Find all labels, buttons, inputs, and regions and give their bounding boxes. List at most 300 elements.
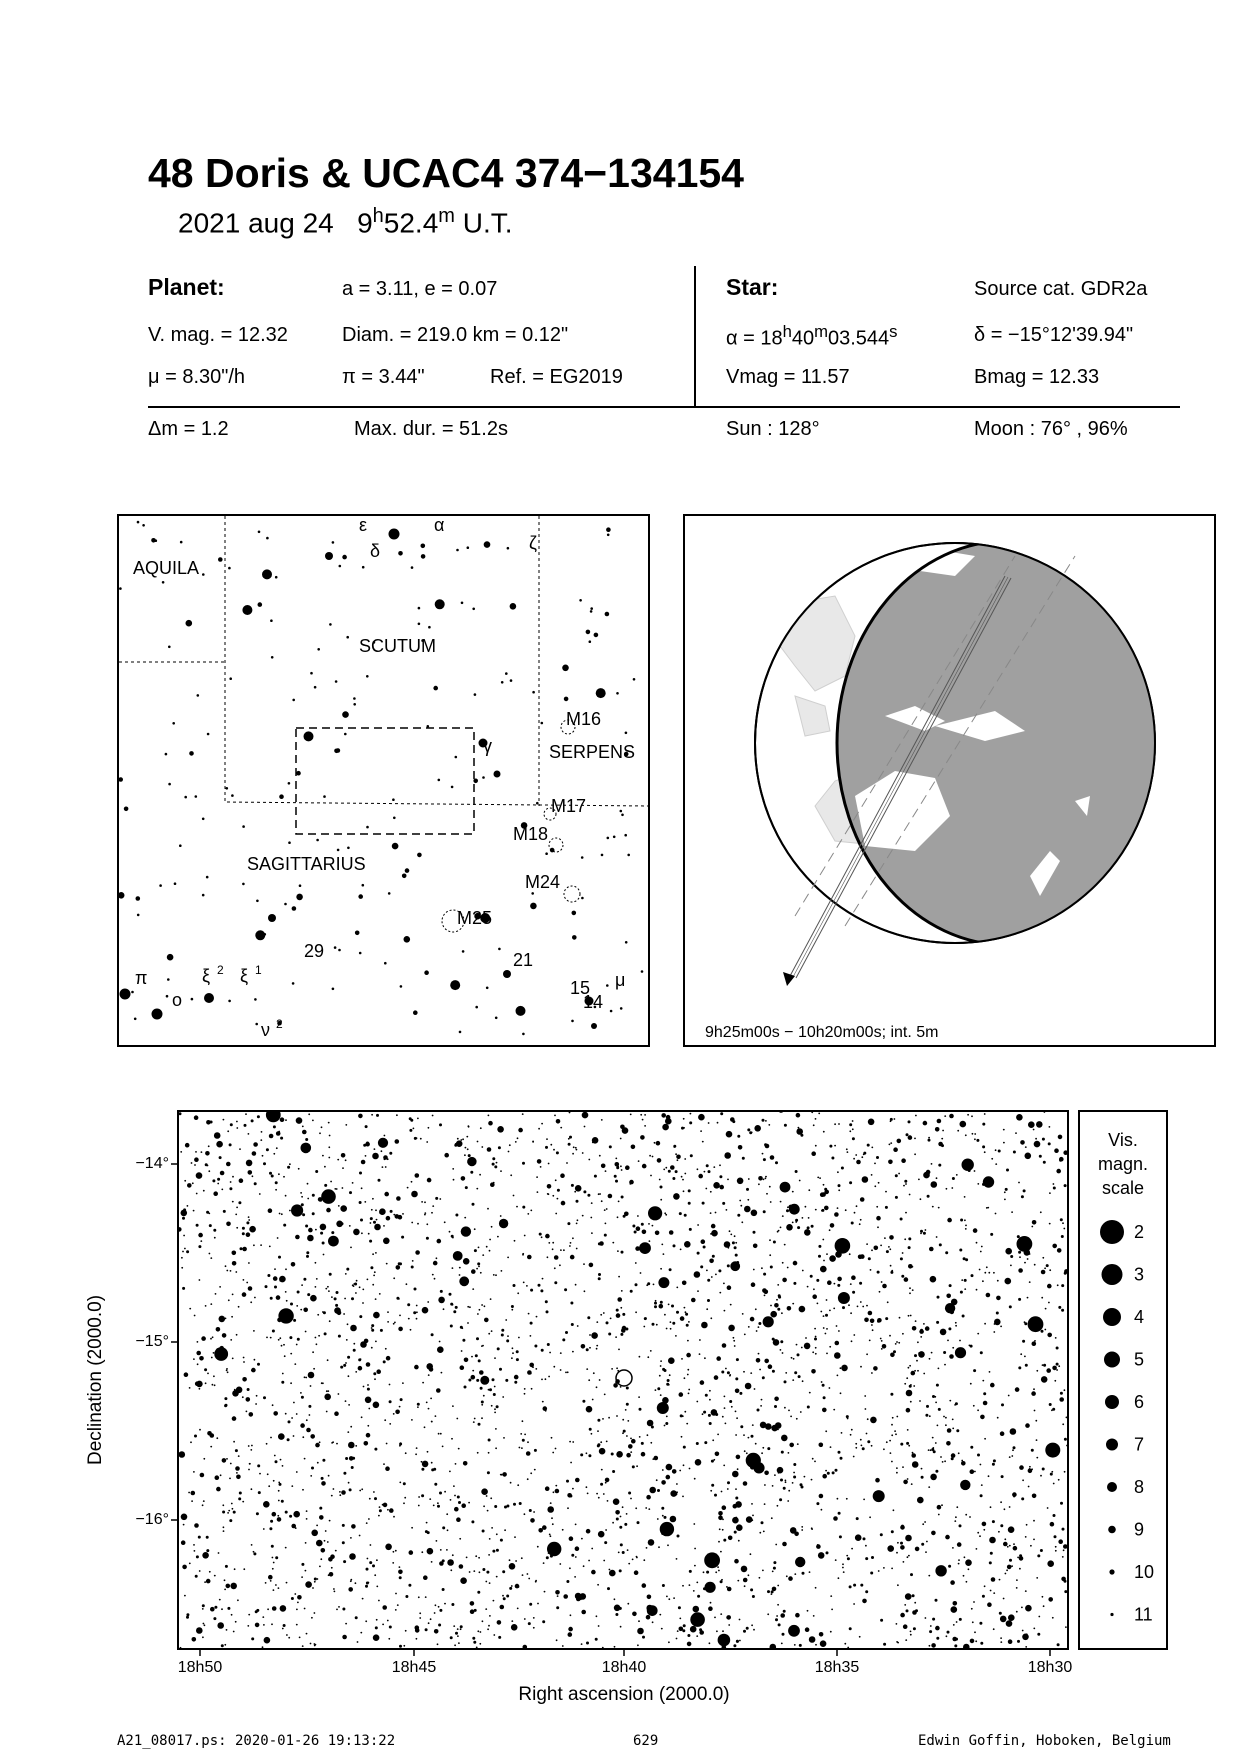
field-star bbox=[860, 1301, 862, 1303]
field-star bbox=[763, 1531, 765, 1533]
field-star bbox=[1057, 1284, 1059, 1286]
field-star bbox=[777, 1284, 779, 1286]
field-star bbox=[650, 1442, 652, 1444]
field-star bbox=[194, 1157, 199, 1162]
field-star bbox=[676, 1483, 678, 1485]
field-star bbox=[1031, 1449, 1034, 1452]
finder-star bbox=[384, 962, 387, 965]
field-star bbox=[668, 1304, 670, 1306]
field-star bbox=[628, 1563, 630, 1565]
field-star bbox=[679, 1470, 681, 1472]
finder-star bbox=[166, 995, 169, 998]
field-star bbox=[530, 1289, 533, 1292]
field-star bbox=[932, 1447, 934, 1449]
field-star bbox=[206, 1579, 211, 1584]
field-star bbox=[384, 1135, 386, 1137]
field-star bbox=[267, 1473, 269, 1475]
field-star bbox=[750, 1372, 752, 1374]
field-star bbox=[866, 1433, 868, 1435]
field-star bbox=[859, 1282, 862, 1285]
field-star bbox=[936, 1236, 938, 1238]
field-star bbox=[972, 1621, 974, 1623]
field-star bbox=[843, 1571, 845, 1573]
finder-star bbox=[624, 834, 627, 837]
field-star bbox=[754, 1125, 761, 1132]
field-star bbox=[569, 1441, 571, 1443]
field-star bbox=[491, 1226, 493, 1228]
field-star bbox=[622, 1326, 627, 1331]
field-star bbox=[946, 1441, 951, 1446]
field-star bbox=[453, 1179, 455, 1181]
field-star bbox=[785, 1481, 787, 1483]
field-star bbox=[904, 1604, 906, 1606]
field-star bbox=[913, 1385, 915, 1387]
field-star bbox=[621, 1290, 623, 1292]
field-star bbox=[938, 1408, 941, 1411]
field-star bbox=[883, 1567, 885, 1569]
field-star bbox=[897, 1542, 899, 1544]
field-star bbox=[426, 1522, 428, 1524]
field-star bbox=[1021, 1195, 1024, 1198]
field-star bbox=[682, 1629, 685, 1632]
field-star bbox=[780, 1479, 783, 1482]
field-star bbox=[501, 1329, 504, 1332]
field-star bbox=[222, 1458, 227, 1463]
field-star bbox=[482, 1345, 484, 1347]
field-star bbox=[604, 1234, 607, 1237]
field-star bbox=[650, 1175, 652, 1177]
field-star bbox=[288, 1637, 290, 1639]
y-tick-label-14: −14° bbox=[135, 1155, 169, 1172]
field-star bbox=[415, 1250, 420, 1255]
field-star bbox=[312, 1194, 315, 1197]
field-star bbox=[410, 1119, 413, 1122]
finder-star bbox=[459, 1031, 462, 1034]
field-star bbox=[630, 1438, 632, 1440]
field-star bbox=[620, 1125, 625, 1130]
field-star bbox=[383, 1463, 385, 1465]
field-star bbox=[751, 1503, 753, 1505]
field-star bbox=[204, 1624, 206, 1626]
field-star bbox=[900, 1542, 903, 1545]
field-star bbox=[886, 1441, 888, 1443]
field-star bbox=[538, 1128, 540, 1130]
field-star bbox=[719, 1185, 724, 1190]
field-star bbox=[764, 1484, 766, 1486]
field-star bbox=[676, 1311, 679, 1314]
field-star bbox=[818, 1113, 820, 1115]
field-star bbox=[350, 1537, 352, 1539]
field-star bbox=[837, 1171, 839, 1173]
field-star bbox=[1033, 1520, 1035, 1522]
field-star bbox=[511, 1357, 513, 1359]
field-star bbox=[270, 1297, 273, 1300]
field-star bbox=[251, 1119, 254, 1122]
field-star bbox=[230, 1123, 233, 1126]
field-star bbox=[444, 1491, 446, 1493]
finder-star bbox=[292, 982, 295, 985]
field-star bbox=[455, 1632, 458, 1635]
field-star bbox=[204, 1368, 207, 1371]
field-star bbox=[896, 1341, 898, 1343]
field-star bbox=[675, 1153, 677, 1155]
field-star bbox=[963, 1644, 970, 1648]
field-star bbox=[1025, 1590, 1027, 1592]
field-star bbox=[710, 1490, 712, 1492]
field-star bbox=[569, 1136, 572, 1139]
field-star bbox=[632, 1225, 635, 1228]
field-star bbox=[373, 1221, 376, 1224]
field-star bbox=[908, 1246, 911, 1249]
field-star bbox=[597, 1419, 600, 1422]
field-star bbox=[535, 1580, 537, 1582]
field-star bbox=[637, 1628, 644, 1635]
field-star bbox=[366, 1568, 369, 1571]
field-star bbox=[952, 1547, 954, 1549]
field-star bbox=[667, 1544, 669, 1546]
field-star bbox=[1001, 1475, 1004, 1478]
field-star bbox=[722, 1416, 724, 1418]
field-star bbox=[447, 1529, 449, 1531]
field-star bbox=[273, 1589, 275, 1591]
field-star bbox=[591, 1232, 593, 1234]
field-star bbox=[849, 1181, 852, 1184]
field-star bbox=[555, 1448, 557, 1450]
field-star bbox=[181, 1267, 183, 1269]
field-star bbox=[183, 1235, 185, 1237]
field-star bbox=[428, 1408, 430, 1410]
field-star bbox=[212, 1336, 214, 1338]
legend-title-line3: scale bbox=[1101, 1178, 1145, 1198]
field-star bbox=[1062, 1528, 1065, 1531]
field-star bbox=[1064, 1590, 1067, 1593]
field-star bbox=[886, 1250, 889, 1253]
field-star bbox=[492, 1163, 495, 1166]
field-star bbox=[260, 1139, 262, 1141]
field-star bbox=[1016, 1611, 1018, 1613]
field-star bbox=[615, 1158, 617, 1160]
field-star bbox=[389, 1626, 392, 1629]
field-star bbox=[699, 1353, 701, 1355]
field-star bbox=[236, 1121, 238, 1123]
field-star bbox=[709, 1390, 711, 1392]
field-star bbox=[552, 1195, 554, 1197]
field-star bbox=[892, 1417, 894, 1419]
field-star bbox=[980, 1415, 985, 1420]
field-star bbox=[850, 1434, 852, 1436]
field-star bbox=[902, 1466, 904, 1468]
field-star bbox=[815, 1209, 817, 1211]
field-star bbox=[792, 1303, 794, 1305]
field-star bbox=[628, 1444, 633, 1449]
field-star bbox=[660, 1199, 662, 1201]
field-star bbox=[484, 1318, 489, 1323]
field-star bbox=[708, 1606, 713, 1611]
field-star bbox=[688, 1321, 690, 1323]
ra-h-unit: h bbox=[782, 322, 792, 341]
field-star bbox=[530, 1210, 532, 1212]
field-star bbox=[239, 1492, 242, 1495]
field-star bbox=[582, 1611, 584, 1613]
field-star bbox=[952, 1419, 954, 1421]
field-star bbox=[281, 1345, 283, 1347]
label-scutum: SCUTUM bbox=[359, 636, 436, 656]
field-star bbox=[732, 1517, 739, 1524]
field-star bbox=[389, 1152, 392, 1155]
field-star bbox=[431, 1212, 433, 1214]
field-star bbox=[1000, 1326, 1002, 1328]
field-star bbox=[248, 1445, 250, 1447]
x-tick-label-1845: 18h45 bbox=[391, 1659, 437, 1676]
field-star bbox=[646, 1495, 651, 1500]
field-star bbox=[846, 1555, 848, 1557]
field-star bbox=[1041, 1270, 1046, 1275]
field-star bbox=[982, 1123, 985, 1126]
field-star bbox=[437, 1505, 440, 1508]
field-star bbox=[200, 1473, 205, 1478]
field-star bbox=[399, 1482, 401, 1484]
field-star bbox=[236, 1207, 238, 1209]
field-star bbox=[437, 1502, 439, 1504]
field-star bbox=[486, 1495, 488, 1497]
field-star bbox=[761, 1521, 764, 1524]
field-star bbox=[748, 1326, 750, 1328]
field-star bbox=[663, 1169, 665, 1171]
field-star bbox=[1053, 1514, 1056, 1517]
finder-star bbox=[530, 903, 537, 910]
star-dec: δ = −15°12'39.94" bbox=[974, 324, 1134, 346]
field-star bbox=[956, 1506, 958, 1508]
field-star bbox=[777, 1604, 779, 1606]
field-star bbox=[354, 1283, 357, 1286]
field-star bbox=[715, 1274, 717, 1276]
field-star bbox=[505, 1379, 508, 1382]
field-star bbox=[632, 1559, 634, 1561]
field-star bbox=[533, 1617, 535, 1619]
detail-field-box bbox=[296, 728, 474, 834]
field-star bbox=[974, 1170, 976, 1172]
field-star bbox=[336, 1443, 338, 1445]
finder-star bbox=[335, 680, 338, 683]
field-star bbox=[677, 1630, 679, 1632]
field-star bbox=[457, 1635, 459, 1637]
field-star bbox=[393, 1323, 395, 1325]
field-star bbox=[506, 1339, 509, 1342]
finder-star bbox=[607, 837, 610, 840]
field-star bbox=[626, 1403, 629, 1406]
finder-star bbox=[590, 610, 593, 613]
field-star bbox=[471, 1356, 473, 1358]
field-star bbox=[754, 1388, 756, 1390]
field-star bbox=[796, 1113, 801, 1118]
field-star bbox=[198, 1233, 203, 1238]
field-star bbox=[355, 1582, 357, 1584]
field-star bbox=[280, 1117, 285, 1122]
field-star bbox=[763, 1316, 774, 1327]
field-star bbox=[314, 1645, 316, 1647]
field-star bbox=[306, 1633, 308, 1635]
field-star bbox=[842, 1293, 844, 1295]
field-star bbox=[689, 1228, 692, 1231]
field-star bbox=[695, 1459, 702, 1466]
field-star bbox=[660, 1394, 662, 1396]
y-tick-label-15: −15° bbox=[135, 1333, 169, 1350]
field-star bbox=[751, 1210, 758, 1217]
field-star bbox=[984, 1113, 986, 1115]
field-star bbox=[450, 1569, 452, 1571]
field-star bbox=[795, 1170, 798, 1173]
field-star bbox=[1031, 1391, 1036, 1396]
field-star bbox=[1013, 1543, 1015, 1545]
field-star bbox=[765, 1176, 767, 1178]
field-star bbox=[246, 1160, 253, 1167]
field-star bbox=[203, 1190, 205, 1192]
field-star bbox=[480, 1127, 482, 1129]
field-star bbox=[724, 1310, 726, 1312]
field-star bbox=[733, 1337, 735, 1339]
field-star bbox=[816, 1279, 819, 1282]
field-star bbox=[384, 1419, 386, 1421]
field-star bbox=[569, 1112, 571, 1113]
field-star bbox=[627, 1549, 629, 1551]
field-star bbox=[555, 1485, 557, 1487]
field-star bbox=[1044, 1267, 1046, 1269]
field-star bbox=[1008, 1639, 1013, 1644]
field-star bbox=[605, 1482, 607, 1484]
field-star bbox=[639, 1408, 642, 1411]
field-star bbox=[202, 1636, 204, 1638]
finder-star bbox=[131, 991, 134, 994]
field-star bbox=[728, 1536, 733, 1541]
finder-star bbox=[398, 551, 403, 556]
field-star bbox=[312, 1212, 315, 1215]
field-star bbox=[896, 1472, 898, 1474]
field-star bbox=[326, 1390, 328, 1392]
field-star bbox=[1060, 1218, 1063, 1221]
field-star bbox=[652, 1621, 654, 1623]
field-star bbox=[401, 1236, 404, 1239]
field-star bbox=[663, 1253, 665, 1255]
field-star bbox=[617, 1250, 619, 1252]
field-star bbox=[240, 1247, 243, 1250]
field-star bbox=[485, 1608, 487, 1610]
field-star bbox=[1017, 1235, 1020, 1238]
field-star bbox=[328, 1475, 330, 1477]
field-star bbox=[661, 1480, 666, 1485]
field-star bbox=[589, 1263, 594, 1268]
field-star bbox=[456, 1418, 458, 1420]
field-star bbox=[678, 1606, 681, 1609]
field-star bbox=[322, 1459, 325, 1462]
field-star bbox=[263, 1162, 266, 1165]
finder-star bbox=[184, 796, 187, 799]
field-star bbox=[193, 1358, 195, 1360]
field-star bbox=[266, 1148, 269, 1151]
field-star bbox=[289, 1163, 291, 1165]
field-star bbox=[236, 1387, 243, 1394]
field-star bbox=[207, 1431, 212, 1436]
field-star bbox=[724, 1152, 731, 1159]
field-star bbox=[753, 1269, 755, 1271]
field-star bbox=[265, 1582, 267, 1584]
field-star bbox=[852, 1291, 855, 1294]
field-star bbox=[948, 1565, 951, 1568]
field-star bbox=[454, 1507, 459, 1512]
field-star bbox=[225, 1318, 227, 1320]
field-star bbox=[1061, 1309, 1064, 1312]
field-star bbox=[819, 1632, 824, 1637]
boundary-line bbox=[225, 516, 648, 806]
field-star bbox=[450, 1499, 452, 1501]
field-star bbox=[849, 1627, 852, 1630]
field-star bbox=[225, 1404, 228, 1407]
field-star bbox=[296, 1117, 303, 1124]
field-star bbox=[333, 1488, 335, 1490]
field-star bbox=[430, 1618, 432, 1620]
field-star bbox=[686, 1324, 689, 1327]
field-star bbox=[925, 1617, 927, 1619]
field-star bbox=[581, 1538, 583, 1540]
field-star bbox=[741, 1221, 743, 1223]
finder-star bbox=[119, 892, 125, 899]
field-star bbox=[457, 1138, 459, 1140]
field-star bbox=[338, 1393, 340, 1395]
field-star bbox=[936, 1637, 939, 1640]
field-star bbox=[570, 1462, 572, 1464]
field-star bbox=[1011, 1565, 1013, 1567]
field-star bbox=[477, 1262, 480, 1265]
field-star bbox=[882, 1284, 887, 1289]
field-star bbox=[883, 1643, 886, 1646]
field-star bbox=[817, 1303, 819, 1305]
field-star bbox=[375, 1626, 378, 1629]
label-aquila: AQUILA bbox=[133, 558, 200, 578]
field-star bbox=[961, 1279, 963, 1281]
field-star bbox=[526, 1285, 528, 1287]
field-star bbox=[521, 1557, 523, 1559]
field-star bbox=[202, 1552, 209, 1559]
field-star bbox=[499, 1368, 502, 1371]
field-star bbox=[834, 1283, 836, 1285]
field-star bbox=[466, 1136, 468, 1138]
field-star bbox=[451, 1438, 453, 1440]
field-star bbox=[1050, 1522, 1055, 1527]
field-star bbox=[459, 1274, 461, 1276]
field-star bbox=[649, 1240, 651, 1242]
field-star bbox=[324, 1166, 326, 1168]
field-star bbox=[291, 1417, 293, 1419]
field-star bbox=[202, 1504, 204, 1506]
field-star bbox=[603, 1312, 605, 1314]
field-star bbox=[859, 1636, 861, 1638]
field-star bbox=[533, 1627, 535, 1629]
field-star bbox=[940, 1568, 942, 1570]
field-star bbox=[570, 1255, 575, 1260]
field-star bbox=[722, 1202, 725, 1205]
field-star bbox=[963, 1257, 966, 1260]
field-star bbox=[576, 1248, 578, 1250]
field-star bbox=[1063, 1549, 1065, 1551]
field-star bbox=[372, 1564, 375, 1567]
field-star bbox=[710, 1317, 712, 1319]
field-star bbox=[189, 1563, 191, 1565]
field-star bbox=[1042, 1138, 1045, 1141]
field-star bbox=[437, 1346, 444, 1353]
field-star bbox=[739, 1619, 741, 1621]
field-star bbox=[433, 1505, 435, 1507]
field-star bbox=[956, 1174, 958, 1176]
field-star bbox=[346, 1339, 348, 1341]
